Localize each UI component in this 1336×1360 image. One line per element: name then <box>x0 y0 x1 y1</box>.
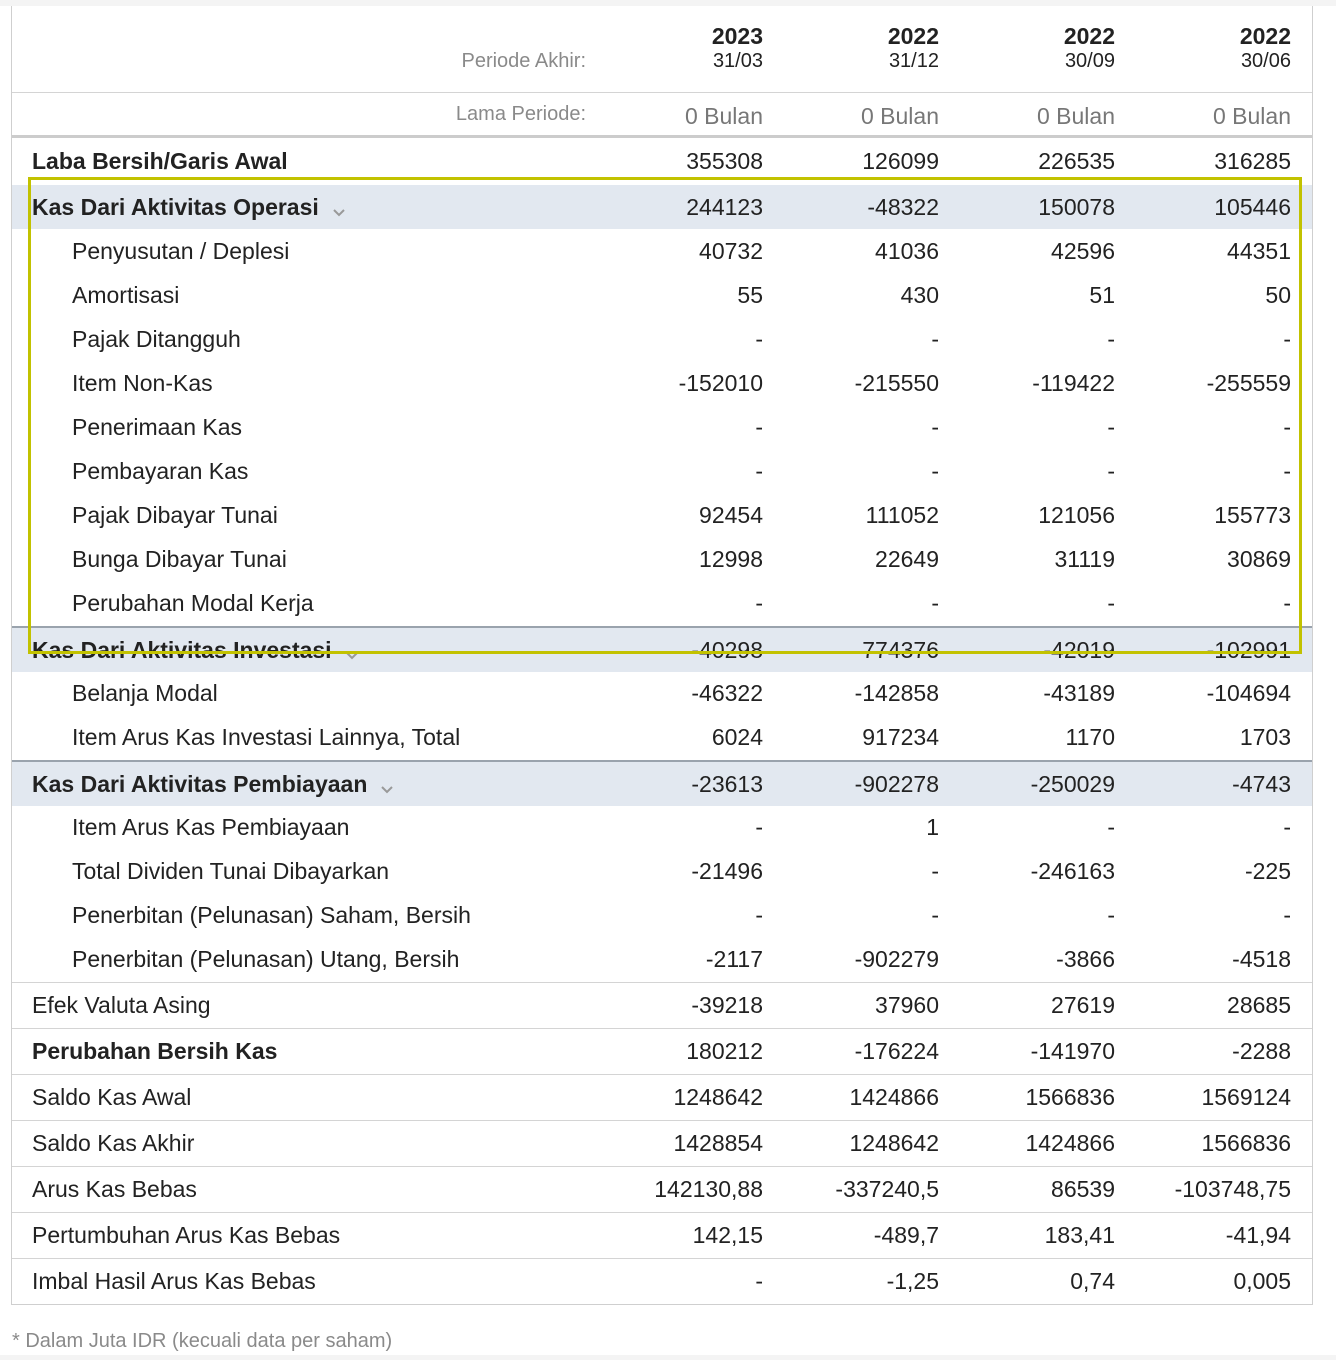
row-label: Penerbitan (Pelunasan) Utang, Bersih <box>72 946 460 972</box>
cell-value: 1424866 <box>849 1084 939 1110</box>
cell-value: -2117 <box>705 946 763 972</box>
cell-value: 42596 <box>1051 238 1115 264</box>
cell-value: -2288 <box>1232 1038 1291 1064</box>
period-length-1: 0 Bulan <box>860 103 939 129</box>
cell-value: 142,15 <box>692 1222 763 1248</box>
cell-value: - <box>755 902 763 928</box>
cell-value: 37960 <box>875 992 939 1018</box>
cell-value: -23613 <box>691 771 763 797</box>
cell-value: 430 <box>900 282 939 308</box>
cell-value: -246163 <box>1030 858 1115 884</box>
period-length-0: 0 Bulan <box>684 103 763 129</box>
row-label: Belanja Modal <box>72 680 218 706</box>
cell-value: 6024 <box>711 724 763 750</box>
cell-value: -4743 <box>1232 771 1291 797</box>
cell-value: -43189 <box>1043 680 1115 706</box>
cell-value: - <box>931 590 939 616</box>
cell-value: 1 <box>926 814 939 840</box>
cell-value: - <box>755 326 763 352</box>
footnote: * Dalam Juta IDR (kecuali data per saham) <box>12 1330 393 1352</box>
table-row <box>12 273 1312 317</box>
row-label: Perubahan Bersih Kas <box>32 1038 278 1064</box>
cell-value: -225 <box>1244 858 1291 884</box>
cell-value: - <box>1283 814 1291 840</box>
row-label: Saldo Kas Akhir <box>32 1130 195 1156</box>
row-label: Bunga Dibayar Tunai <box>72 546 287 572</box>
table-row <box>12 1259 1312 1304</box>
cell-value: 0,74 <box>1070 1268 1115 1294</box>
section-title: Kas Dari Aktivitas Pembiayaan <box>32 771 368 797</box>
section-row-financing[interactable] <box>12 762 1312 806</box>
cell-value: 1424866 <box>1025 1130 1115 1156</box>
section-row-operating[interactable] <box>12 185 1312 229</box>
cell-value: 355308 <box>686 148 763 174</box>
cell-value: -142858 <box>854 680 939 706</box>
cell-value: - <box>755 590 763 616</box>
table-row <box>12 1121 1312 1166</box>
cell-value: 121056 <box>1038 502 1115 528</box>
column-header-0 <box>563 23 763 73</box>
cell-value: - <box>1107 590 1115 616</box>
cell-value: 44351 <box>1227 238 1291 264</box>
cell-value: - <box>931 902 939 928</box>
table-row <box>12 449 1312 493</box>
table-row <box>12 537 1312 581</box>
cell-value: - <box>1283 458 1291 484</box>
period-length-2: 0 Bulan <box>1036 103 1115 129</box>
bottom-strip <box>0 1355 1336 1360</box>
table-row <box>12 849 1312 893</box>
cell-value: - <box>755 814 763 840</box>
column-header-2 <box>915 23 1115 73</box>
row-label: Pembayaran Kas <box>72 458 249 484</box>
cell-value: -42019 <box>1043 637 1115 663</box>
column-date: 30/09 <box>1064 50 1115 72</box>
row-label: Item Arus Kas Pembiayaan <box>72 814 350 840</box>
cell-value: - <box>1107 814 1115 840</box>
cell-value: 1170 <box>1065 724 1115 750</box>
cell-value: -141970 <box>1030 1038 1115 1064</box>
table-row <box>12 317 1312 361</box>
table-row <box>12 1075 1312 1120</box>
cell-value: -40298 <box>691 637 763 663</box>
row-label: Pertumbuhan Arus Kas Bebas <box>32 1222 341 1248</box>
row-label: Perubahan Modal Kerja <box>72 590 314 616</box>
cell-value: - <box>931 414 939 440</box>
row-label: Item Arus Kas Investasi Lainnya, Total <box>72 724 461 750</box>
section-label <box>32 185 345 231</box>
row-label: Saldo Kas Awal <box>32 1084 192 1110</box>
row-label: Penerimaan Kas <box>72 414 243 440</box>
row-label: Imbal Hasil Arus Kas Bebas <box>32 1268 316 1294</box>
cash-flow-table <box>11 6 1313 1305</box>
cell-value: - <box>1283 590 1291 616</box>
cell-value: -119422 <box>1032 370 1115 396</box>
cell-value: -39218 <box>691 992 763 1018</box>
section-title: Kas Dari Aktivitas Operasi <box>32 194 319 220</box>
cell-value: -176224 <box>854 1038 939 1064</box>
row-label: Item Non-Kas <box>72 370 213 396</box>
cell-value: 1566836 <box>1201 1130 1291 1156</box>
row-label: Arus Kas Bebas <box>32 1176 197 1202</box>
period-length-3: 0 Bulan <box>1212 103 1291 129</box>
row-label: Total Dividen Tunai Dibayarkan <box>72 858 390 884</box>
column-date: 31/12 <box>888 50 939 72</box>
cell-value: 183,41 <box>1044 1222 1115 1248</box>
cell-value: -152010 <box>678 370 763 396</box>
cell-value: -3866 <box>1056 946 1115 972</box>
section-label <box>32 762 393 808</box>
cell-value: - <box>1107 414 1115 440</box>
cell-value: 1566836 <box>1025 1084 1115 1110</box>
cell-value: - <box>931 326 939 352</box>
table-row <box>12 983 1312 1028</box>
table-row <box>12 937 1312 981</box>
cell-value: -250029 <box>1030 771 1115 797</box>
cell-value: -104694 <box>1206 680 1291 706</box>
row-label: Pajak Dibayar Tunai <box>72 502 278 528</box>
cell-value: - <box>931 458 939 484</box>
cell-value: 28685 <box>1227 992 1291 1018</box>
cell-value: -48322 <box>867 194 939 220</box>
column-date: 31/03 <box>712 50 763 72</box>
table-row <box>12 671 1312 715</box>
cell-value: -46322 <box>691 680 763 706</box>
cell-value: - <box>1283 902 1291 928</box>
cell-value: -255559 <box>1206 370 1291 396</box>
cell-value: 150078 <box>1038 194 1115 220</box>
row-label: Laba Bersih/Garis Awal <box>32 148 288 174</box>
table-row <box>12 893 1312 937</box>
table-row <box>12 139 1312 183</box>
cell-value: 30869 <box>1227 546 1291 572</box>
cell-value: 40732 <box>699 238 763 264</box>
cell-value: 1248642 <box>673 1084 763 1110</box>
table-row <box>12 1213 1312 1258</box>
cell-value: 41036 <box>875 238 939 264</box>
cell-value: -902278 <box>854 771 939 797</box>
cell-value: - <box>1107 902 1115 928</box>
column-year: 2022 <box>1063 23 1115 49</box>
cell-value: 92454 <box>699 502 763 528</box>
chevron-down-icon[interactable] <box>346 630 358 674</box>
period-length-label: Lama Periode: <box>455 103 586 125</box>
row-label: Penyusutan / Deplesi <box>72 238 290 264</box>
column-header-3 <box>1091 23 1291 73</box>
cell-value: 180212 <box>686 1038 763 1064</box>
cell-value: 51 <box>1089 282 1115 308</box>
column-year: 2022 <box>1239 23 1291 49</box>
row-label: Penerbitan (Pelunasan) Saham, Bersih <box>72 902 471 928</box>
table-row <box>12 581 1312 625</box>
cell-value: 155773 <box>1214 502 1291 528</box>
row-label: Pajak Ditangguh <box>72 326 241 352</box>
column-year: 2022 <box>887 23 939 49</box>
cell-value: -41,94 <box>1225 1222 1291 1248</box>
column-date: 30/06 <box>1240 50 1291 72</box>
cell-value: 55 <box>737 282 763 308</box>
cell-value: 917234 <box>862 724 939 750</box>
cell-value: 126099 <box>862 148 939 174</box>
cell-value: - <box>931 858 939 884</box>
cell-value: 31119 <box>1054 546 1115 572</box>
cell-value: - <box>755 414 763 440</box>
chevron-down-icon[interactable] <box>381 764 393 808</box>
table-row <box>12 715 1312 759</box>
cell-value: -103748,75 <box>1174 1176 1291 1202</box>
cell-value: 111052 <box>865 502 939 528</box>
table-row <box>12 1029 1312 1074</box>
cell-value: -902279 <box>854 946 939 972</box>
row-label: Efek Valuta Asing <box>32 992 211 1018</box>
cell-value: -337240,5 <box>835 1176 939 1202</box>
cell-value: 1248642 <box>849 1130 939 1156</box>
cell-value: 1569124 <box>1201 1084 1291 1110</box>
cell-value: 27619 <box>1051 992 1115 1018</box>
cell-value: -4518 <box>1232 946 1291 972</box>
cell-value: - <box>1283 414 1291 440</box>
cell-value: 50 <box>1265 282 1291 308</box>
cell-value: 0,005 <box>1233 1268 1291 1294</box>
cell-value: 105446 <box>1214 194 1291 220</box>
chevron-down-icon[interactable] <box>333 187 345 231</box>
column-year: 2023 <box>711 23 763 49</box>
table-row <box>12 493 1312 537</box>
cell-value: 1428854 <box>673 1130 763 1156</box>
cell-value: - <box>1283 326 1291 352</box>
cell-value: 142130,88 <box>654 1176 763 1202</box>
row-label: Amortisasi <box>72 282 180 308</box>
divider <box>12 92 1312 93</box>
cell-value: 774376 <box>862 637 939 663</box>
cell-value: 22649 <box>875 546 939 572</box>
cell-value: -102991 <box>1206 637 1291 663</box>
cell-value: - <box>1107 458 1115 484</box>
table-row <box>12 229 1312 273</box>
cell-value: - <box>755 458 763 484</box>
header-divider <box>12 135 1312 138</box>
cell-value: 1703 <box>1239 724 1291 750</box>
section-title: Kas Dari Aktivitas Investasi <box>32 637 332 663</box>
table-row <box>12 805 1312 849</box>
cell-value: 12998 <box>699 546 763 572</box>
cell-value: -1,25 <box>886 1268 939 1294</box>
period-end-label: Periode Akhir: <box>461 50 586 72</box>
cell-value: -215550 <box>854 370 939 396</box>
cell-value: -489,7 <box>873 1222 939 1248</box>
cell-value: 86539 <box>1051 1176 1115 1202</box>
cell-value: - <box>755 1268 763 1294</box>
table-row <box>12 405 1312 449</box>
section-row-investing[interactable] <box>12 628 1312 672</box>
column-header-1 <box>739 23 939 73</box>
cell-value: 226535 <box>1038 148 1115 174</box>
table-row <box>12 1167 1312 1212</box>
table-row <box>12 361 1312 405</box>
section-label <box>32 628 358 674</box>
cell-value: -21496 <box>691 858 763 884</box>
cell-value: - <box>1107 326 1115 352</box>
cell-value: 316285 <box>1214 148 1291 174</box>
cell-value: 244123 <box>686 194 763 220</box>
